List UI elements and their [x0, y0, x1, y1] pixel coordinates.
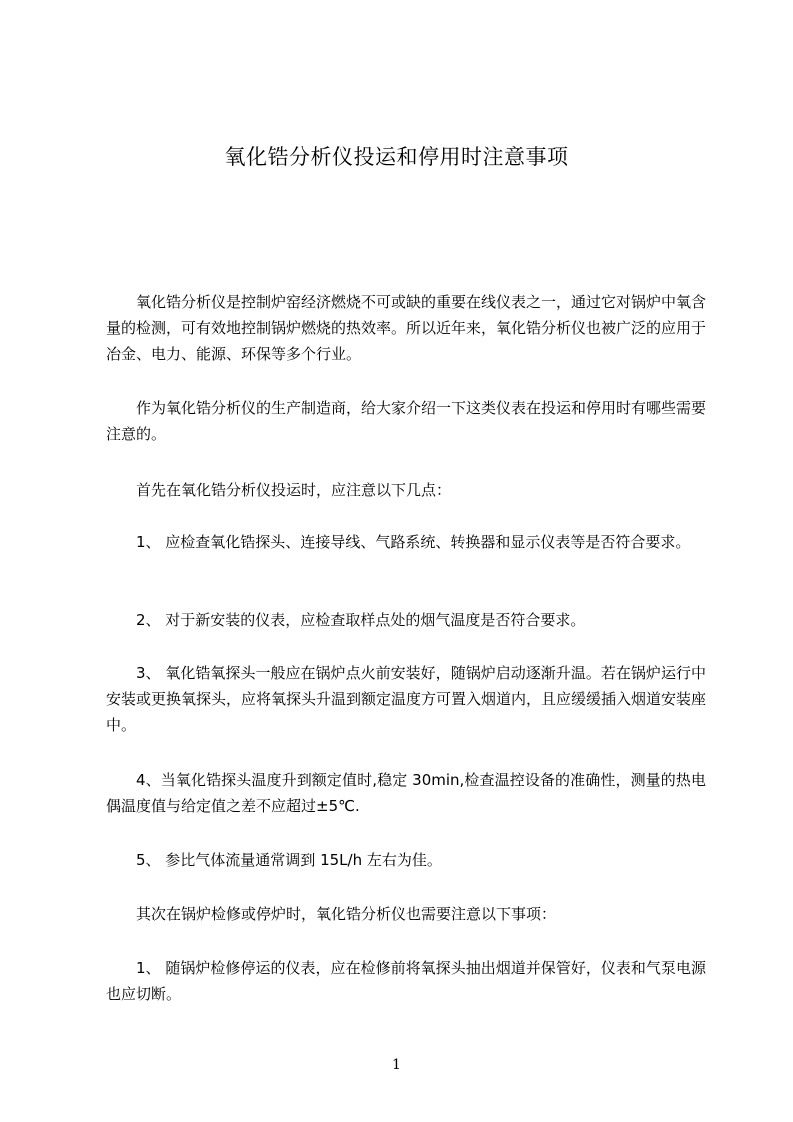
paragraph-intro: 氧化锆分析仪是控制炉窑经济燃烧不可或缺的重要在线仪表之一，通过它对锅炉中氧含量的检测，可有效地控制锅炉燃烧的热效率。所以近年来，氧化锆分析仪也被广泛的应用于冶金、电力、能源、环保等多个行业。: [106, 293, 707, 363]
list-item-commissioning-1: 1、 应检查氧化锆探头、连接导线、气路系统、转换器和显示仪表等是否符合要求。: [136, 533, 691, 551]
list-item-commissioning-2: 2、 对于新安装的仪表，应检查取样点处的烟气温度是否符合要求。: [136, 611, 586, 629]
page-number: 1: [392, 1057, 401, 1073]
paragraph-commissioning-heading: 首先在氧化锆分析仪投运时，应注意以下几点：: [136, 481, 452, 499]
document-title: 氧化锆分析仪投运和停用时注意事项: [224, 145, 569, 169]
list-item-commissioning-4: 4、当氧化锆探头温度升到额定值时,稳定 30min,检查温控设备的准确性，测量的热电偶温度值与给定值之差不应超过±5℃.: [106, 771, 706, 815]
list-item-commissioning-3: 3、 氧化锆氧探头一般应在锅炉点火前安装好，随锅炉启动逐渐升温。若在锅炉运行中安装或更换氧探头，应将氧探头升温到额定温度方可置入烟道内，且应缓缓插入烟道安装座中。: [106, 664, 707, 734]
paragraph-manufacturer: 作为氧化锆分析仪的生产制造商，给大家介绍一下这类仪表在投运和停用时有哪些需要注意的。: [106, 399, 707, 443]
list-item-shutdown-1: 1、 随锅炉检修停运的仪表，应在检修前将氧探头抽出烟道并保管好，仪表和气泵电源也应切断。: [106, 959, 706, 1003]
paragraph-shutdown-heading: 其次在锅炉检修或停炉时，氧化锆分析仪也需要注意以下事项：: [136, 905, 557, 923]
list-item-commissioning-5: 5、 参比气体流量通常调到 15L/h 左右为佳。: [136, 851, 442, 869]
